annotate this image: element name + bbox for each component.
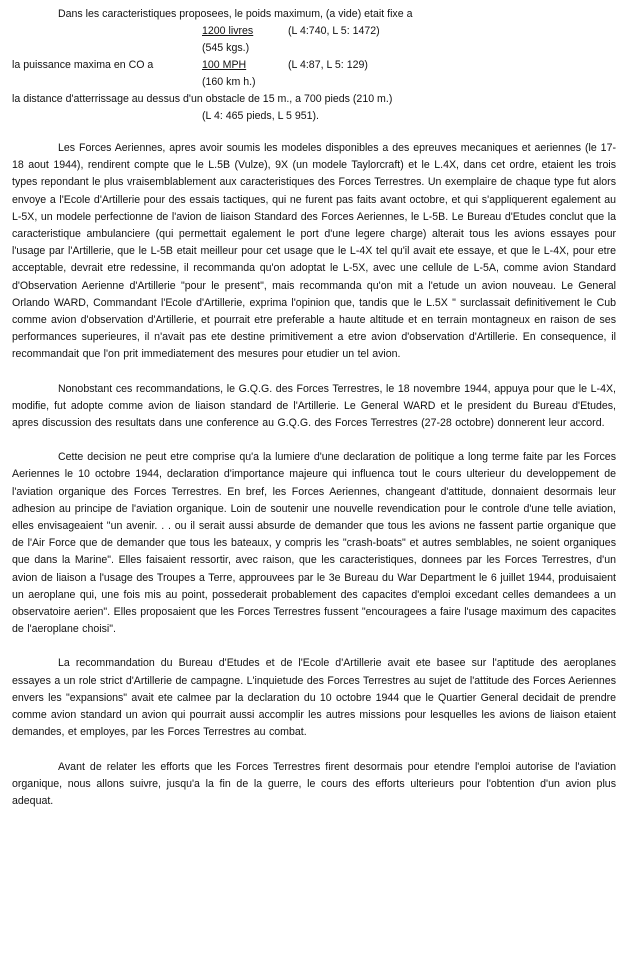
spec-power-metric-line	[12, 74, 616, 91]
weight-metric: (545 kgs.)	[202, 42, 250, 54]
power-value: 100 MPH	[202, 59, 247, 71]
power-label: la puissance maxima en CO a	[12, 59, 154, 71]
spec-power-line	[12, 57, 616, 74]
spec-intro-line	[12, 6, 616, 23]
spec-intro-text: Dans les caracteristiques proposees, le poids maximum, (a vide) etait fixe a	[58, 8, 413, 20]
spec-landing-models-line	[12, 108, 616, 125]
power-metric: (160 km h.)	[202, 76, 256, 88]
paragraph-essais: Les Forces Aeriennes, apres avoir soumis les modeles disponibles a des epreuves mecaniques et aeriennes (le 17-18 aout 1944), rendirent compte que le L.5B (Vulze), 9X (un modele Taylorcraft) et le L.4X, dans cet ordre, etaient les trois types repondant le plus vraisemblablement aux caracteristiques des Forces Terrestres. Un exemplaire de chaque type fut alors envoye a l'Ecole d'Artillerie pour des essais tactiques, qui ne furent pas faits avant octobre, et qui s'appliquerent egalement au L-5X, un modele perfectionne de l'avion de liaison Standard des Forces Aeriennes, le L-5B. Le Bureau d'Etudes conclut que la caracteristique ambulanciere (qui permettait egalement le port d'une legere charge) alterait tous les avions essayes pour l'usage par l'Artillerie, que le L-5B etait meilleur pour cet usage que le L-4X tel qu'il avait ete essaye, et que le L-4X, pour etre acceptable, devrait etre redessine, il recommanda qu'on adoptat le L-5X, avec une cellule de L-5A, comme avion Standard d'Observation Aerienne d'Artillerie "pour le present", mais recommanda qu'on mit a l'etude un avion nouveau. Le General Orlando WARD, Commandant l'Ecole d'Artillerie, exprima l'opinion que, tandis que le L.5X " surclassait definitivement le Cub comme avion d'observation d'Artillerie, et pourrait etre preferable a haute altitude et en terrain montagneux en raison de ses performances superieures, il n'avait pas ete destine primitivement a etre avion d'observation d'Artillerie. En consequence, il recommandait que l'on prit immediatement des mesures pour etudier un tel avion.	[12, 142, 616, 361]
document-page	[12, 6, 616, 810]
spec-weight-line	[12, 23, 616, 40]
paragraph-recommandations: Nonobstant ces recommandations, le G.Q.G. des Forces Terrestres, le 18 novembre 1944, appuya pour que le L-4X, modifie, fut adopte comme avion de liaison standard de l'Artillerie. Le General WARD et le president du Bureau d'Etudes, apres discussion des resultats dans une conference au G.Q.G. des Forces Terrestres (27-28 octobre) donnerent leur accord.	[12, 382, 616, 430]
paragraph-conclusion: Avant de relater les efforts que les Forces Terrestres firent desormais pour etendre l'emploi autorise de l'aviation organique, nous allons suivre, jusqu'a la fin de la guerre, le cours des efforts ulterieurs pour l'obtention d'un avion plus adequat.	[12, 760, 616, 807]
weight-value: 1200 livres	[202, 25, 254, 37]
landing-models: (L 4: 465 pieds, L 5 951).	[202, 110, 320, 122]
spec-landing-line	[12, 91, 616, 108]
landing-label: la distance d'atterrissage au dessus d'un obstacle de 15 m., a 700 pieds (210 m.)	[12, 93, 393, 105]
weight-models: (L 4:740, L 5: 1472)	[288, 25, 380, 37]
paragraph-bureau-etudes: La recommandation du Bureau d'Etudes et de l'Ecole d'Artillerie avait ete basee sur l'aptitude des aeroplanes essayes a un role strict d'Artillerie de campagne. L'inquietude des Forces Terrestres au sujet de l'attitude des Forces Aeriennes envers les "expansions" avait ete calmee par la declaration du 10 octobre 1944 que le Quartier General decidait de prendre comme avion standard un avion qui pourrait aussi accomplir les autres missions pour lesquelles les avions de liaison etaient demandes, et employes, par les Forces Terrestres au combat.	[12, 657, 616, 739]
spec-weight-metric-line	[12, 40, 616, 57]
power-models: (L 4:87, L 5: 129)	[288, 59, 368, 71]
paragraph-declaration: Cette decision ne peut etre comprise qu'a la lumiere d'une declaration de politique a long terme faite par les Forces Aeriennes le 10 octobre 1944, declaration d'importance majeure qui influenca tout le cours ulterieur du developpement de l'aviation organique des Forces Terrestres. En bref, les Forces Aeriennes, changeant d'attitude, donnaient desormais leur adhesion au principe de l'aviation organique. Loin de soutenir une nouvelle revendication pour le controle d'une telle aviation, elles envisageaient "un avenir. . . ou il serait aussi absurde de demander que tous les avions ne fassent partie organique que de l'Air Force que de demander que tous les bateaux, y compris les "crash-boats" et autres semblables, ne soient organiques que dans la Marine". Elles faisaient ressortir, avec raison, que les caracteristiques, donnees par les Forces Terrestres, d'un avion de liaison a l'usage des Troupes a Terre, approuvees par le 3e Bureau du War Department le 6 juillet 1944, produisaient un aeroplane qui, une fois mis au point, possederait probablement des capacites d'emploi excedant celles demandees a un observatoire aerien". Elles proposaient que les Forces Terrestres fussent "encouragees a faire l'usage maximum des capacites de l'aeroplane choisi".	[12, 451, 616, 636]
